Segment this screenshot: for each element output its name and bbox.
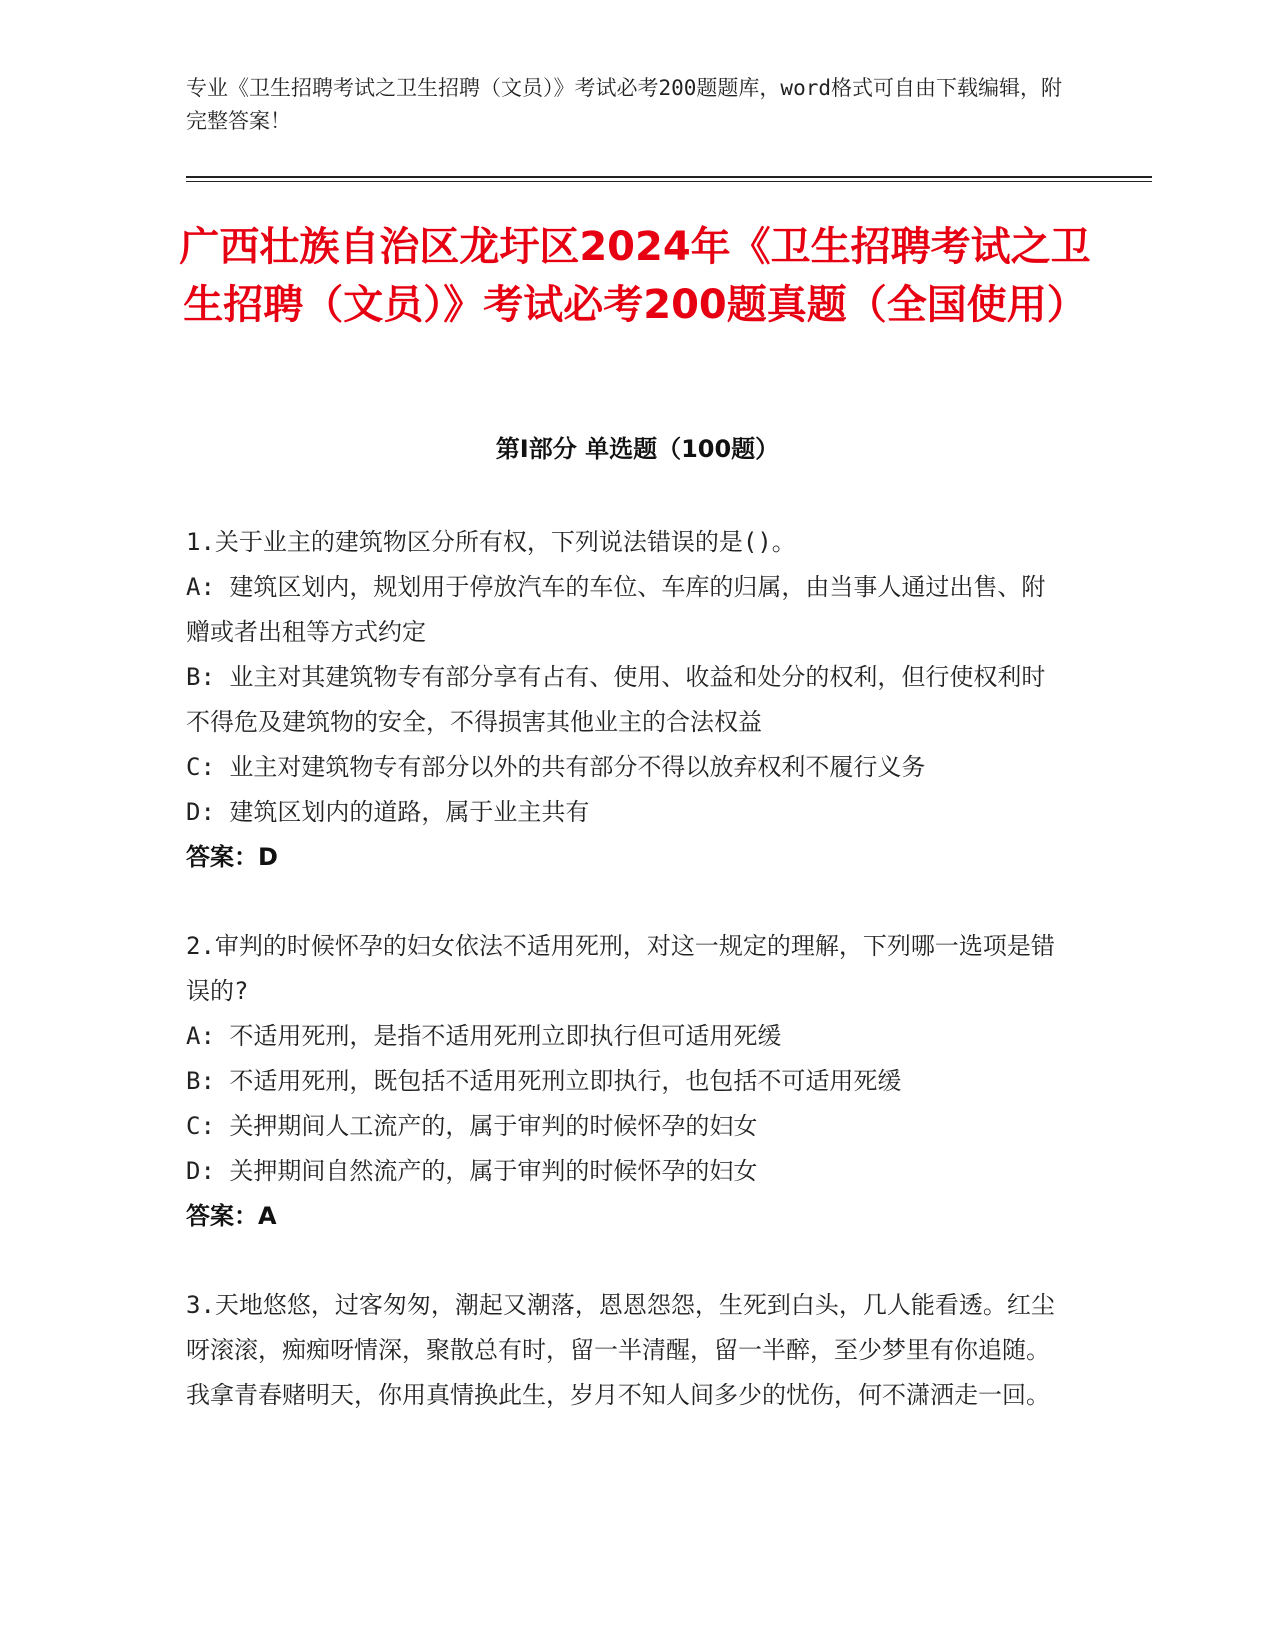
document-title: 广西壮族自治区龙圩区2024年《卫生招聘考试之卫生招聘（文员）》考试必考200题真题（全国使用）: [179, 224, 1091, 328]
option-b: B: 不适用死刑，既包括不适用死刑立即执行，也包括不可适用死缓: [186, 1067, 902, 1095]
option-a: A: 不适用死刑，是指不适用死刑立即执行但可适用死缓: [186, 1022, 782, 1050]
question-stem: 2.审判的时候怀孕的妇女依法不适用死刑，对这一规定的理解，下列哪一选项是错误的?: [186, 932, 1055, 1005]
question-stem: 1.关于业主的建筑物区分所有权，下列说法错误的是()。: [186, 528, 796, 556]
header-note: 专业《卫生招聘考试之卫生招聘（文员）》考试必考200题题库，word格式可自由下载编辑，附完整答案！: [186, 76, 1062, 133]
option-c: C: 关押期间人工流产的，属于审判的时候怀孕的妇女: [186, 1112, 758, 1140]
option-c: C: 业主对建筑物专有部分以外的共有部分不得以放弃权利不履行义务: [186, 753, 926, 781]
question-2: [186, 924, 1066, 1239]
question-list: [186, 520, 1066, 1462]
header-divider-thin: [186, 181, 1152, 182]
option-b: B: 业主对其建筑物专有部分享有占有、使用、收益和处分的权利，但行使权利时不得危及建筑物的安全，不得损害其他业主的合法权益: [186, 663, 1046, 736]
header-divider-thick: [186, 176, 1152, 178]
option-a: A: 建筑区划内，规划用于停放汽车的车位、车库的归属，由当事人通过出售、附赠或者出租等方式约定: [186, 573, 1046, 646]
section-heading: 第I部分 单选题（100题）: [495, 435, 780, 463]
option-d: D: 关押期间自然流产的，属于审判的时候怀孕的妇女: [186, 1157, 758, 1185]
option-d: D: 建筑区划内的道路，属于业主共有: [186, 798, 590, 826]
question-stem: 3.天地悠悠，过客匆匆，潮起又潮落，恩恩怨怨，生死到白头，几人能看透。红尘呀滚滚，痴痴呀情深，聚散总有时，留一半清醒，留一半醉，至少梦里有你追随。我拿青春赌明天，你用真情换此生，岁月不知人间多少的忧伤，何不潇洒走一回。: [186, 1291, 1055, 1409]
answer-label: 答案：D: [186, 843, 278, 871]
answer-label: 答案：A: [186, 1202, 277, 1230]
question-1: [186, 520, 1066, 880]
question-3: [186, 1283, 1066, 1418]
